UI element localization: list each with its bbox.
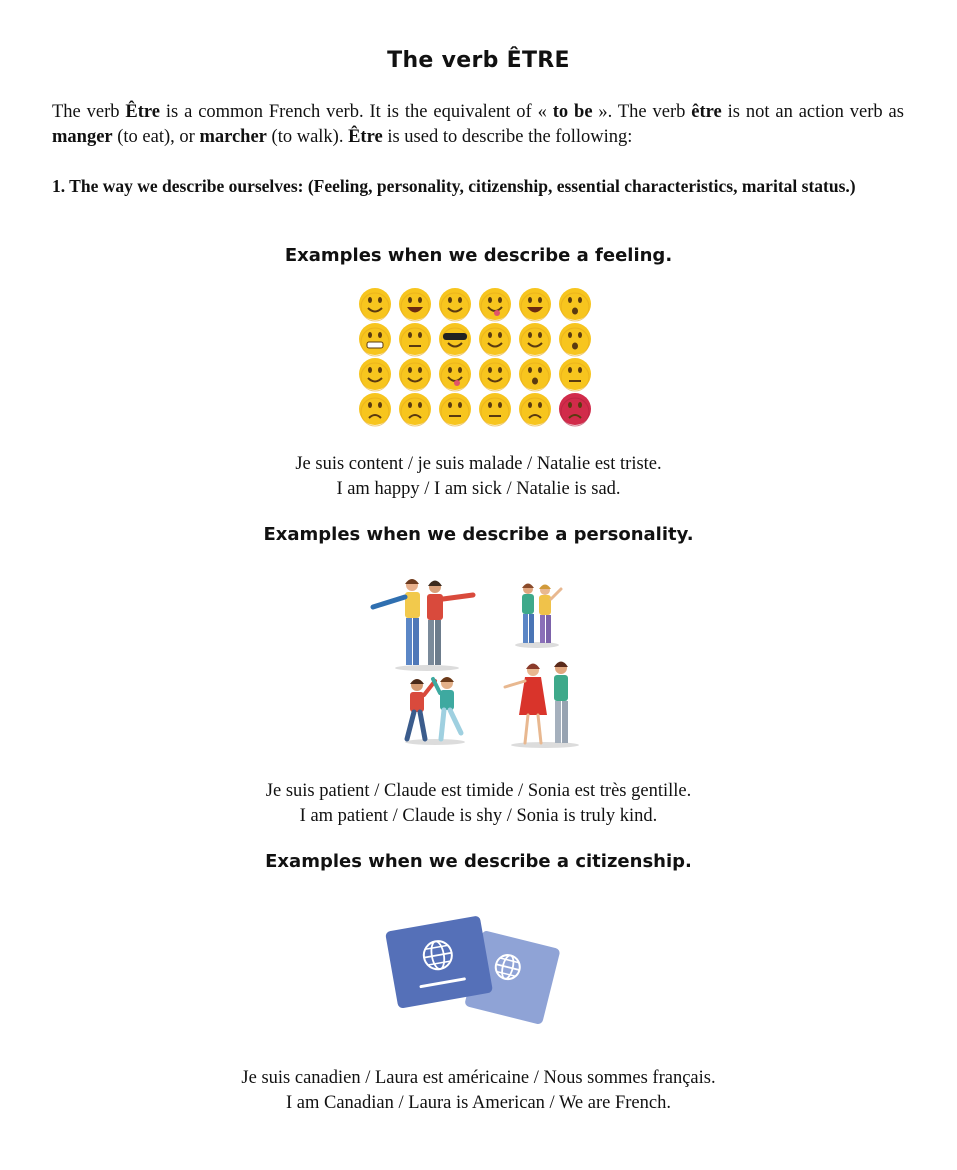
people-illustration: [365, 575, 595, 750]
emoji-face: [519, 358, 551, 391]
friends-pair-top-left: [373, 579, 473, 671]
personality-english: I am patient / Claude is shy / Sonia is truly kind.: [299, 806, 658, 826]
emoji-face: [439, 288, 471, 321]
personality-heading: Examples when we describe a personality.: [263, 524, 694, 545]
emoji-face: [399, 288, 431, 321]
emoji-face: [519, 393, 551, 426]
emoji-face: [399, 393, 431, 426]
emoji-face: [359, 358, 391, 391]
page-title: The verb ÊTRE: [387, 48, 570, 73]
friends-dancing-bottom-left: [405, 677, 465, 745]
feeling-heading: Examples when we describe a feeling.: [284, 245, 673, 266]
emoji-face: [359, 323, 391, 356]
friends-talking-bottom-right: [505, 662, 579, 749]
citizenship-heading: Examples when we describe a citizenship.: [265, 851, 692, 872]
feeling-english: I am happy / I am sick / Natalie is sad.: [336, 479, 621, 499]
emoji-face: [359, 288, 391, 321]
point-1-heading: 1. The way we describe ourselves: (Feeling, personality, citizenship, essential characteristics, marital status.): [52, 176, 856, 196]
citizenship-english: I am Canadian / Laura is American / We are French.: [286, 1093, 671, 1113]
emoji-faces-image: [355, 286, 595, 428]
emoji-face: [519, 323, 551, 356]
emoji-face: [479, 323, 511, 356]
emoji-face: [559, 358, 591, 391]
personality-example: [0, 779, 957, 829]
emoji-face: [479, 358, 511, 391]
emoji-face: [479, 393, 511, 426]
emoji-face: [399, 323, 431, 356]
emoji-face: [439, 323, 471, 356]
citizenship-example: [0, 1066, 957, 1116]
friends-selfie-top-right: [515, 584, 561, 649]
intro-paragraph: The verb Être is a common French verb. It is the equivalent of « to be ». The verb être is not an action verb as manger (to eat), or marcher (to walk). Être is used to describe the following:: [52, 102, 904, 147]
passport-icon: [383, 918, 573, 1016]
emoji-face: [359, 393, 391, 426]
emoji-face: [519, 288, 551, 321]
emoji-face: [399, 358, 431, 391]
emoji-face: [559, 288, 591, 321]
emoji-face: [559, 323, 591, 356]
personality-french: Je suis patient / Claude est timide / Sonia est très gentille.: [265, 781, 692, 801]
emoji-face: [439, 358, 471, 391]
feeling-example: [0, 452, 957, 502]
feeling-french: Je suis content / je suis malade / Natalie est triste.: [295, 454, 662, 474]
emoji-face: [559, 393, 591, 426]
emoji-face: [439, 393, 471, 426]
citizenship-french: Je suis canadien / Laura est américaine / Nous sommes français.: [241, 1068, 716, 1088]
emoji-face: [479, 288, 511, 321]
